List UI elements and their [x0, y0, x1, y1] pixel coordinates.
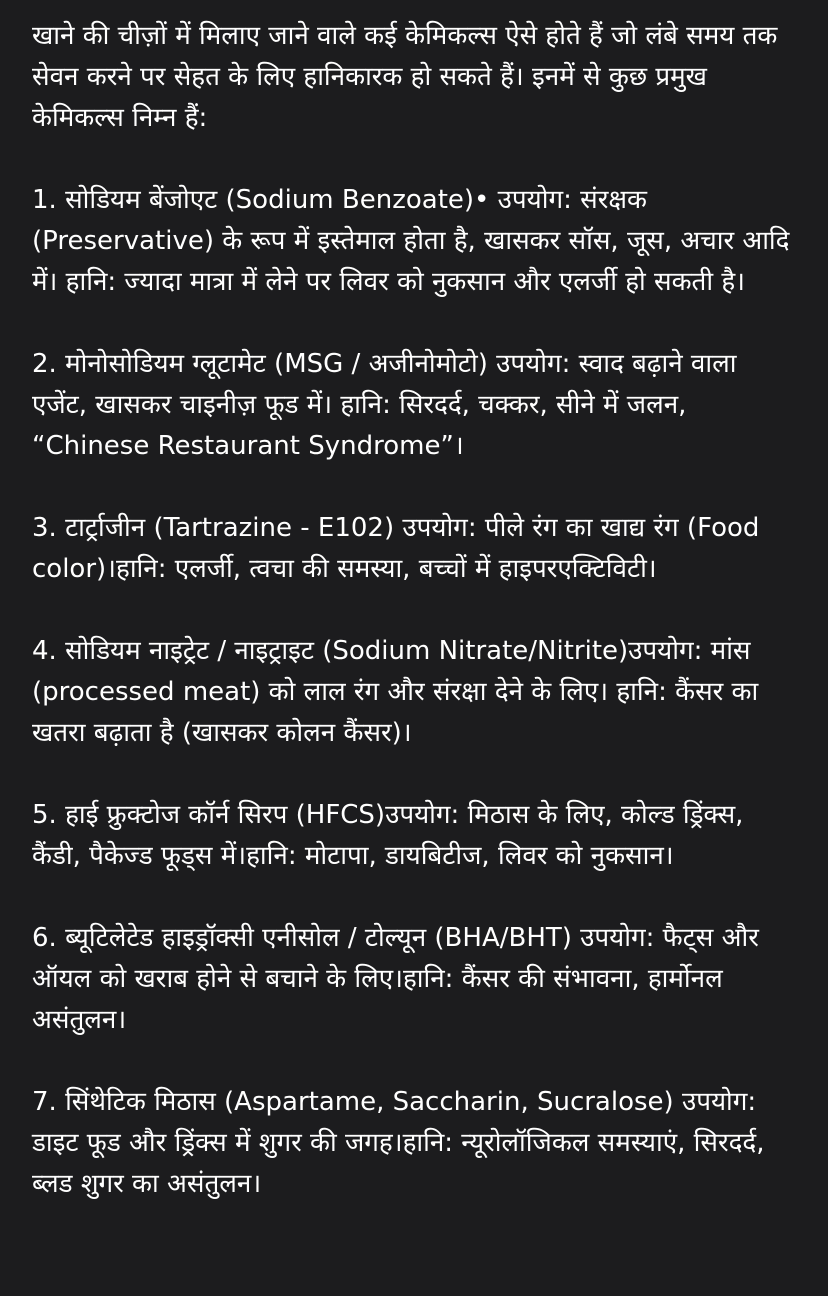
list-item-sodium-nitrate: 4. सोडियम नाइट्रेट / नाइट्राइट (Sodium Nitrate/Nitrite)उपयोग: मांस (processed meat) को लाल रंग और संरक्षा देने के लिए। हानि: कैंसर का खतरा बढ़ाता है (खासकर कोलन कैंसर)।	[32, 636, 759, 748]
list-item-msg: 2. मोनोसोडियम ग्लूटामेट (MSG / अजीनोमोटो) उपयोग: स्वाद बढ़ाने वाला एजेंट, खासकर चाइनीज़ फूड में। हानि: सिरदर्द, चक्कर, सीने में जलन, “Chinese Restaurant Syndrome”।	[32, 349, 737, 461]
list-item-bha-bht: 6. ब्यूटिलेटेड हाइड्रॉक्सी एनीसोल / टोल्यून (BHA/BHT) उपयोग: फैट्स और ऑयल को खराब होने से बचाने के लिए।हानि: कैंसर की संभावना, हार्मोनल असंतुलन।	[32, 923, 759, 1035]
intro-paragraph: खाने की चीज़ों में मिलाए जाने वाले कई केमिकल्स ऐसे होते हैं जो लंबे समय तक सेवन करने पर सेहत के लिए हानिकारक हो सकते हैं। इनमें से कुछ प्रमुख केमिकल्स निम्न हैं:	[32, 21, 778, 133]
list-item-synthetic-sweeteners: 7. सिंथेटिक मिठास (Aspartame, Saccharin, Sucralose) उपयोग: डाइट फूड और ड्रिंक्स में शुगर की जगह।हानि: न्यूरोलॉजिकल समस्याएं, सिरदर्द, ब्लड शुगर का असंतुलन।	[32, 1087, 765, 1199]
list-item-hfcs: 5. हाई फ्रुक्टोज कॉर्न सिरप (HFCS)उपयोग: मिठास के लिए, कोल्ड ड्रिंक्स, कैंडी, पैकेज्ड फूड्स में।हानि: मोटापा, डायबिटीज, लिवर को नुकसान।	[32, 800, 744, 871]
list-item-tartrazine: 3. टार्ट्राजीन (Tartrazine - E102) उपयोग: पीले रंग का खाद्य रंग (Food color)।हानि: एलर्जी, त्वचा की समस्या, बच्चों में हाइपरएक्टिविटी।	[32, 513, 760, 584]
list-item-sodium-benzoate: 1. सोडियम बेंजोएट (Sodium Benzoate)• उपयोग: संरक्षक (Preservative) के रूप में इस्तेमाल होता है, खासकर सॉस, जूस, अचार आदि में। हानि: ज्यादा मात्रा में लेने पर लिवर को नुकसान और एलर्जी हो सकती है।	[32, 185, 790, 297]
